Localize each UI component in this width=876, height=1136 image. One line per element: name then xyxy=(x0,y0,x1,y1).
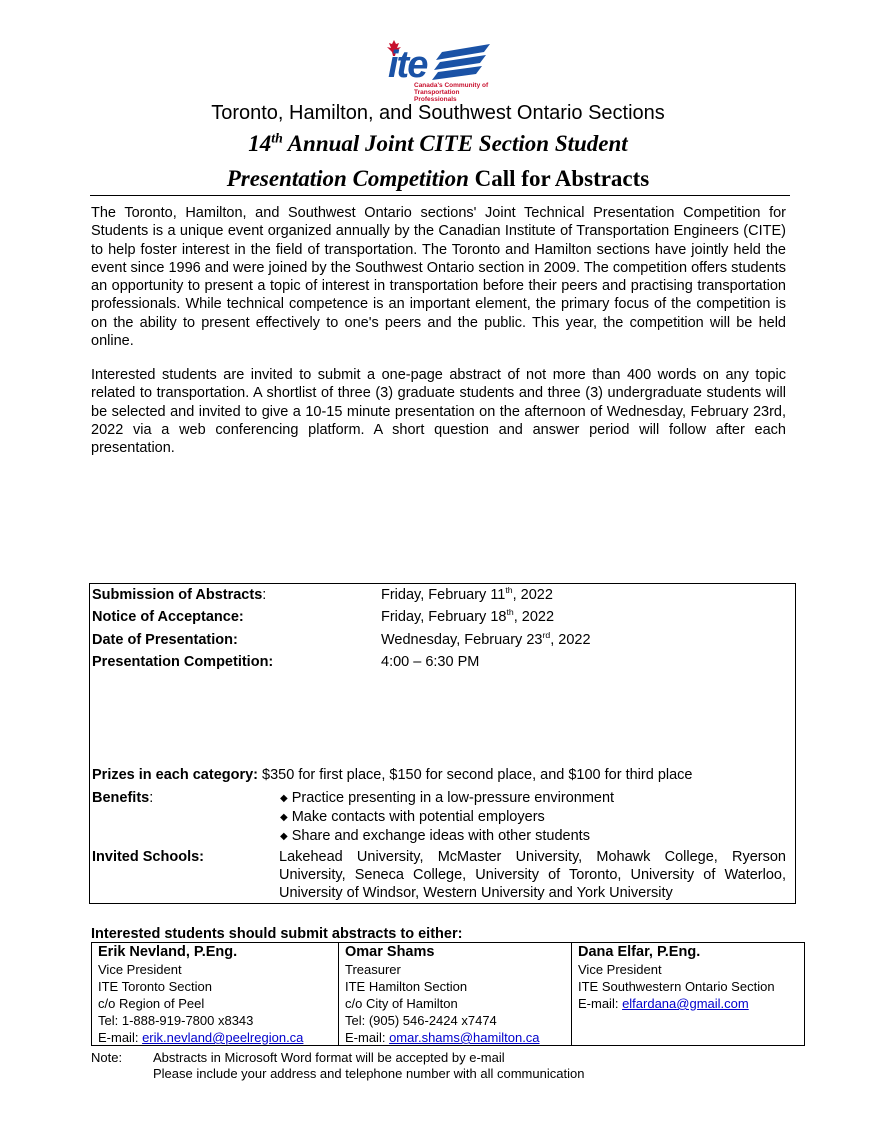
date-value: 4:00 – 6:30 PM xyxy=(381,654,480,670)
date-row: Submission of Abstracts: xyxy=(92,587,267,603)
logo-tagline: Canada's Community of Transportation Professionals xyxy=(414,82,489,103)
schools-label: Invited Schools: xyxy=(92,849,204,865)
contact-name: Erik Nevland, P.Eng. xyxy=(98,944,238,960)
intro-paragraph: The Toronto, Hamilton, and Southwest Ontario sections' Joint Technical Presentation Competition for Students is a unique event organized annually by the Canadian Institute of Transportation Engineers (CITE) to help foster interest in the field of transportation. The Toronto and Hamilton sections have jointly held the event since 1996 and were joined by the Southwest Ontario section in 2009. The competition offers students an opportunity to present a topic of interest in transportation before their peers and practising transportation professionals. While technical competence is an important element, the primary focus of the competition is on the ability to present effectively to one's peers and the public. This year, the competition will be held online. xyxy=(91,205,786,350)
date-row: Presentation Competition: xyxy=(92,654,274,670)
benefits-label: Benefits: xyxy=(92,790,154,806)
contact-email-row: E-mail: erik.nevland@peelregion.ca xyxy=(98,1030,304,1045)
submit-heading: Interested students should submit abstracts to either: xyxy=(91,926,463,942)
contact-title: Vice President xyxy=(98,962,182,977)
contact-org: c/o Region of Peel xyxy=(98,996,205,1011)
contact-title: Vice President xyxy=(578,962,662,977)
contact-org: c/o City of Hamilton xyxy=(345,996,458,1011)
date-value: Friday, February 18th, 2022 xyxy=(381,607,555,625)
date-value: Wednesday, February 23rd, 2022 xyxy=(381,630,591,648)
contact-section: ITE Hamilton Section xyxy=(345,979,468,994)
details-box xyxy=(89,583,796,904)
header-call-for-abstracts: Presentation Competition Call for Abstracts xyxy=(226,166,650,191)
email-link[interactable]: elfardana@gmail.com xyxy=(622,996,749,1011)
details-box-bottom xyxy=(89,903,796,904)
date-row: Notice of Acceptance: xyxy=(92,609,244,625)
contact-title: Treasurer xyxy=(345,962,401,977)
note-line: Abstracts in Microsoft Word format will be accepted by e-mail xyxy=(153,1050,505,1065)
contact-tel: Tel: 1-888-919-7800 x8343 xyxy=(98,1013,254,1028)
contact-section: ITE Southwestern Ontario Section xyxy=(578,979,775,994)
contact-name: Omar Shams xyxy=(345,944,435,960)
contact-section: ITE Toronto Section xyxy=(98,979,212,994)
contact-card xyxy=(339,943,572,1045)
contact-tel: Tel: (905) 546-2424 x7474 xyxy=(345,1013,497,1028)
ite-logo xyxy=(384,38,494,103)
email-link[interactable]: erik.nevland@peelregion.ca xyxy=(142,1030,304,1045)
date-row: Date of Presentation: xyxy=(92,632,238,648)
invitation-paragraph: Interested students are invited to submit a one-page abstract of not more than 400 words on any topic related to transportation. A shortlist of three (3) graduate students and three (3) undergraduate students will be selected and invited to give a 10-15 minute presentation on the afternoon of Wednesday, February 23rd, 2022 via a web conferencing platform. A short question and answer period will follow after each presentation. xyxy=(91,367,786,457)
note-label: Note: xyxy=(91,1050,123,1065)
contact-email-row: E-mail: elfardana@gmail.com xyxy=(578,996,749,1011)
header-competition-title: 14th Annual Joint CITE Section Student xyxy=(248,130,628,156)
header-divider xyxy=(90,195,790,196)
contact-card xyxy=(92,943,339,1045)
contact-card xyxy=(572,943,804,1045)
prizes-row: Prizes in each category: $350 for first place, $150 for second place, and $100 for third place xyxy=(92,767,693,783)
contact-email-row: E-mail: omar.shams@hamilton.ca xyxy=(345,1030,540,1045)
logo-wordmark: ite xyxy=(388,44,427,86)
benefits-list xyxy=(280,789,614,846)
header-sections: Toronto, Hamilton, and Southwest Ontario Sections xyxy=(211,102,665,124)
date-value: Friday, February 11th, 2022 xyxy=(381,585,553,603)
schools-list: Lakehead University, McMaster University, Mohawk College, Ryerson University, Seneca College, University of Toronto, University of Waterloo, University of Windsor, Western University and York University xyxy=(279,849,786,901)
email-link[interactable]: omar.shams@hamilton.ca xyxy=(389,1030,540,1045)
benefit-item: ◆ Make contacts with potential employers xyxy=(280,808,614,827)
note-line: Please include your address and telephone number with all communication xyxy=(153,1066,585,1081)
contact-name: Dana Elfar, P.Eng. xyxy=(578,944,701,960)
benefit-item: ◆ Practice presenting in a low-pressure environment xyxy=(280,789,614,808)
contacts-table xyxy=(91,942,805,1046)
note-text xyxy=(153,1050,584,1082)
benefit-item: ◆ Share and exchange ideas with other students xyxy=(280,827,614,846)
